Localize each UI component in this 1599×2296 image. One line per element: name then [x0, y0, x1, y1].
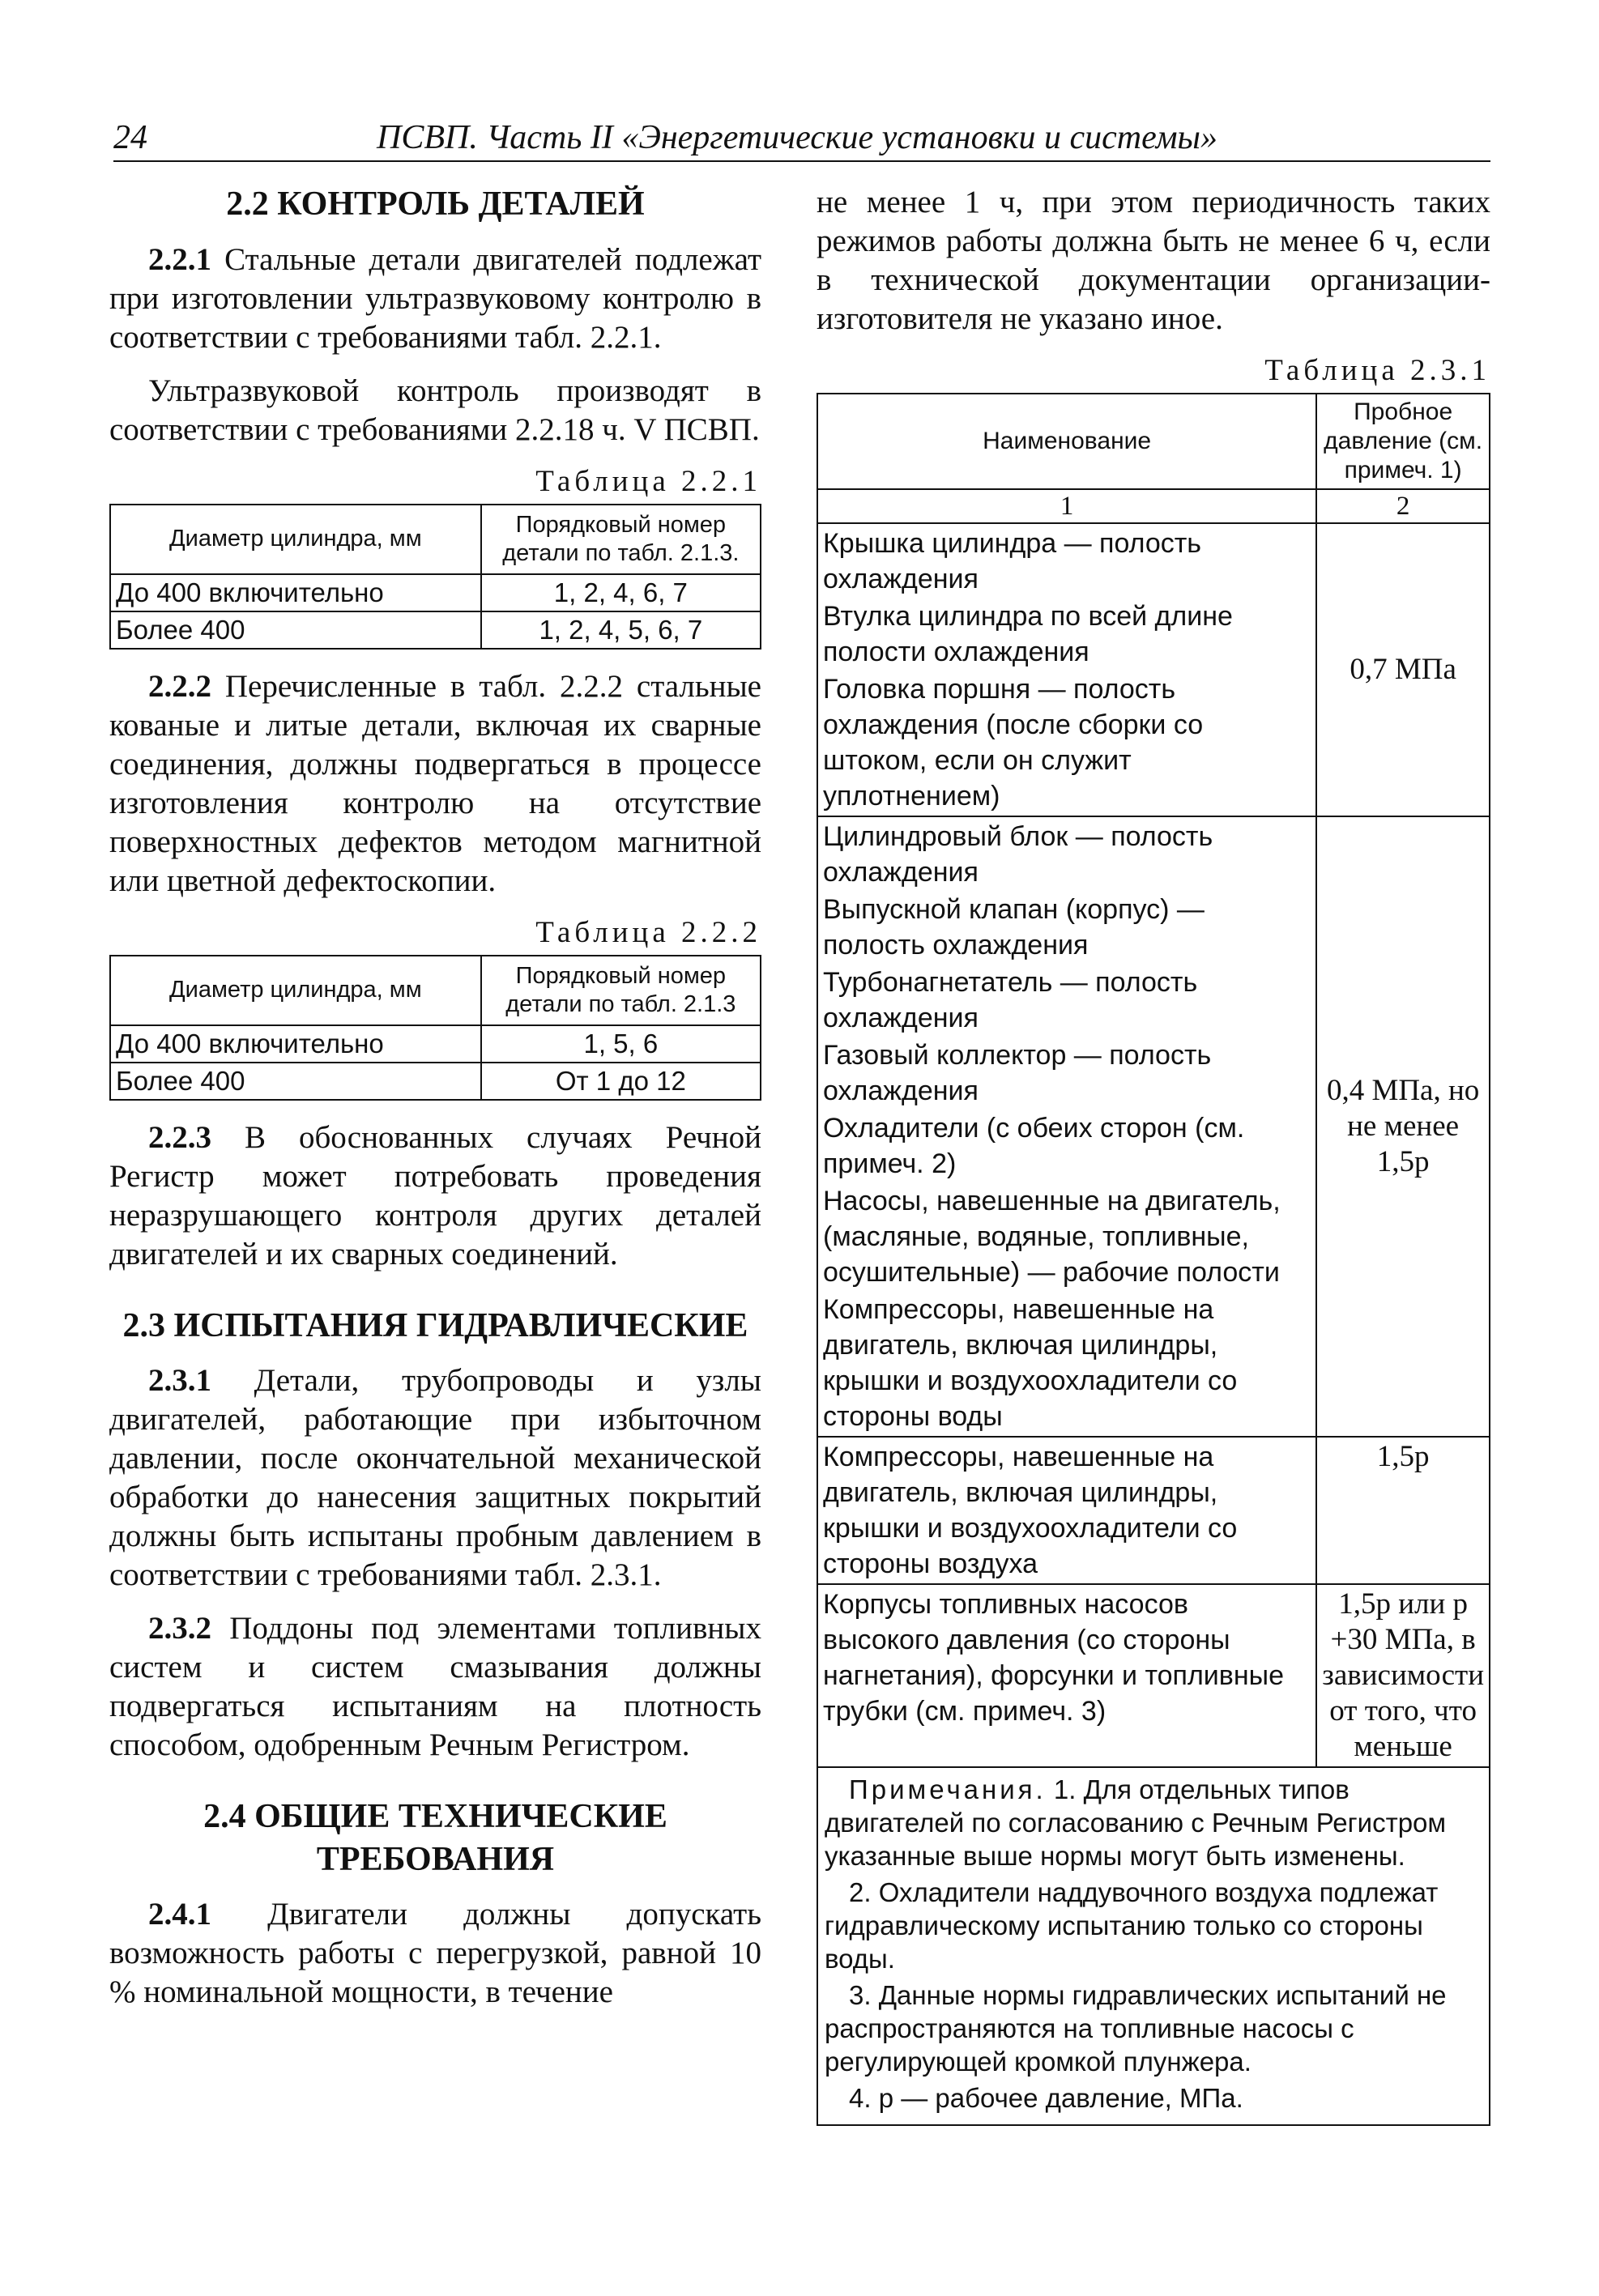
part-name: Выпускной клапан (корпус) — полость охлаждения [823, 894, 1205, 961]
table-header-part-number: Порядковый номер детали по табл. 2.1.3 [481, 956, 761, 1025]
clause-text: Двигатели должны допускать возможность работы с перегрузкой, равной 10 % номинальной мощности, в течение [109, 1897, 762, 2009]
part-name: Газовый коллектор — полость охлаждения [823, 1040, 1212, 1106]
part-names-cell [817, 816, 1316, 1437]
page-number: 24 [113, 119, 147, 156]
section-heading-2-3: 2.3 ИСПЫТАНИЯ ГИДРАВЛИЧЕСКИЕ [122, 1306, 748, 1344]
pressure-cell: 0,7 МПа [1316, 523, 1490, 816]
paragraph-continuation: не менее 1 ч, при этом периодичность таких режимов работы должна быть не менее 6 ч, если в технической документации организации-изготовителя не указано иное. [817, 185, 1490, 336]
section-heading-2-4: 2.4 ОБЩИЕ ТЕХНИЧЕСКИЕ ТРЕБОВАНИЯ [203, 1798, 667, 1878]
table-cell: 1, 2, 4, 5, 6, 7 [481, 611, 761, 649]
table-cell: Более 400 [110, 1063, 481, 1100]
table-caption-2-3-1: Таблица 2.3.1 [1264, 354, 1490, 387]
running-title: ПСВП. Часть II «Энергетические установки и системы» [377, 119, 1217, 156]
table-cell: Более 400 [110, 611, 481, 649]
clause-number: 2.2.3 [148, 1119, 211, 1155]
table-header-diameter: Диаметр цилиндра, мм [110, 956, 481, 1025]
paragraph-2-2-1 [109, 241, 761, 357]
left-column [109, 183, 761, 2026]
page-header [113, 113, 1490, 162]
clause-text: В обоснованных случаях Речной Регистр может потребовать проведения неразрушающего контроля других деталей двигателей и их сварных соединений. [109, 1119, 762, 1272]
paragraph-2-2-3 [109, 1118, 761, 1274]
table-cell: 1, 2, 4, 6, 7 [481, 574, 761, 611]
paragraph-2-3-1 [109, 1361, 761, 1595]
part-name: Насосы, навешенные на двигатель, (масляные, водяные, топливные, осушительные) — рабочие полости [823, 1186, 1281, 1288]
note-2: 2. Охладители наддувочного воздуха подлежат гидравлическому испытанию только со стороны воды. [825, 1877, 1439, 1974]
table-caption-2-2-2: Таблица 2.2.2 [535, 915, 761, 949]
paragraph-2-4-1 [109, 1895, 761, 2012]
part-name: Турбонагнетатель — полость охлаждения [823, 967, 1198, 1033]
table-cell: От 1 до 12 [481, 1063, 761, 1100]
paragraph-ultrasound: Ультразвуковой контроль производят в соответствии с требованиями 2.2.18 ч. V ПСВП. [109, 373, 761, 447]
table-row [817, 1584, 1490, 1767]
table-row [817, 523, 1490, 816]
table-2-2-2 [109, 955, 761, 1101]
clause-text: Поддоны под элементами топливных систем и систем смазывания должны подвергаться испытаниям на плотность способом, одобренным Речным Регистром. [109, 1611, 762, 1762]
table-row [817, 1437, 1490, 1584]
part-name: Втулка цилиндра по всей длине полости охлаждения [823, 601, 1233, 667]
clause-number: 2.3.1 [148, 1363, 211, 1398]
note-4: 4. p — рабочее давление, МПа. [849, 2083, 1243, 2113]
part-name: Цилиндровый блок — полость охлаждения [823, 821, 1213, 888]
note-1 [825, 1773, 1482, 1872]
column-number-2: 2 [1316, 489, 1490, 523]
part-name: Крышка цилиндра — полость охлаждения [823, 528, 1202, 594]
table-2-3-1 [817, 393, 1490, 1768]
part-name: Компрессоры, навешенные на двигатель, включая цилиндры, крышки и воздухоохладители со стороны воды [823, 1294, 1238, 1432]
part-names-cell [817, 523, 1316, 816]
table-caption-2-2-1: Таблица 2.2.1 [535, 464, 761, 498]
table-cell: 1, 5, 6 [481, 1025, 761, 1063]
clause-text: Детали, трубопроводы и узлы двигателей, работающие при избыточном давлении, после окончательной механической обработки до нанесения защитных покрытий должны быть испытаны пробным давлением в соответствии с требованиями табл. 2.3.1. [109, 1363, 761, 1592]
note-text: 1. Для отдельных типов двигателей по согласованию с Речным Регистром указанные выше нормы могут быть изменены. [825, 1774, 1447, 1871]
clause-number: 2.4.1 [148, 1897, 211, 1932]
pressure-cell: 0,4 МПа, но не менее 1,5p [1316, 816, 1490, 1437]
pressure-cell: 1,5p [1316, 1437, 1490, 1584]
clause-text: Стальные детали двигателей подлежат при изготовлении ультразвуковому контролю в соответствии с требованиями табл. 2.2.1. [109, 241, 762, 355]
part-name: Компрессоры, навешенные на двигатель, включая цилиндры, крышки и воздухоохладители со стороны воздуха [823, 1442, 1238, 1579]
table-row [817, 816, 1490, 1437]
part-names-cell [817, 1437, 1316, 1584]
table-header-name: Наименование [817, 394, 1316, 489]
table-notes [817, 1768, 1490, 2126]
notes-label: Примечания. [849, 1774, 1047, 1804]
right-column [817, 183, 1490, 2126]
section-heading-2-2: 2.2 КОНТРОЛЬ ДЕТАЛЕЙ [226, 185, 645, 223]
note-3: 3. Данные нормы гидравлических испытаний не распространяются на топливные насосы с регулирующей кромкой плунжера. [825, 1980, 1447, 2077]
clause-number: 2.2.2 [148, 668, 211, 704]
table-cell: До 400 включительно [110, 1025, 481, 1063]
pressure-cell: 1,5p или p +30 МПа, в зависимости от того, что меньше [1316, 1584, 1490, 1767]
part-name: Корпусы топливных насосов высокого давления (со стороны нагнетания), форсунки и топливные трубки (см. примеч. 3) [823, 1589, 1284, 1727]
part-name: Головка поршня — полость охлаждения (после сборки со штоком, если он служит уплотнением) [823, 674, 1204, 811]
clause-number: 2.2.1 [148, 241, 211, 277]
paragraph-2-3-2 [109, 1609, 761, 1765]
table-header-diameter: Диаметр цилиндра, мм [110, 505, 481, 574]
column-number-1: 1 [817, 489, 1316, 523]
clause-number: 2.3.2 [148, 1611, 211, 1646]
paragraph-2-2-2 [109, 667, 761, 901]
table-header-pressure: Пробное давление (см. примеч. 1) [1316, 394, 1490, 489]
part-name: Охладители (с обеих сторон (см. примеч. 2) [823, 1113, 1245, 1179]
table-2-2-1 [109, 504, 761, 650]
clause-text: Перечисленные в табл. 2.2.2 стальные кованые и литые детали, включая их сварные соединения, должны подвергаться в процессе изготовления контролю на отсутствие поверхностных дефектов методом магнитной или цветной дефектоскопии. [109, 668, 761, 898]
part-names-cell [817, 1584, 1316, 1767]
table-header-part-number: Порядковый номер детали по табл. 2.1.3. [481, 505, 761, 574]
table-cell: До 400 включительно [110, 574, 481, 611]
